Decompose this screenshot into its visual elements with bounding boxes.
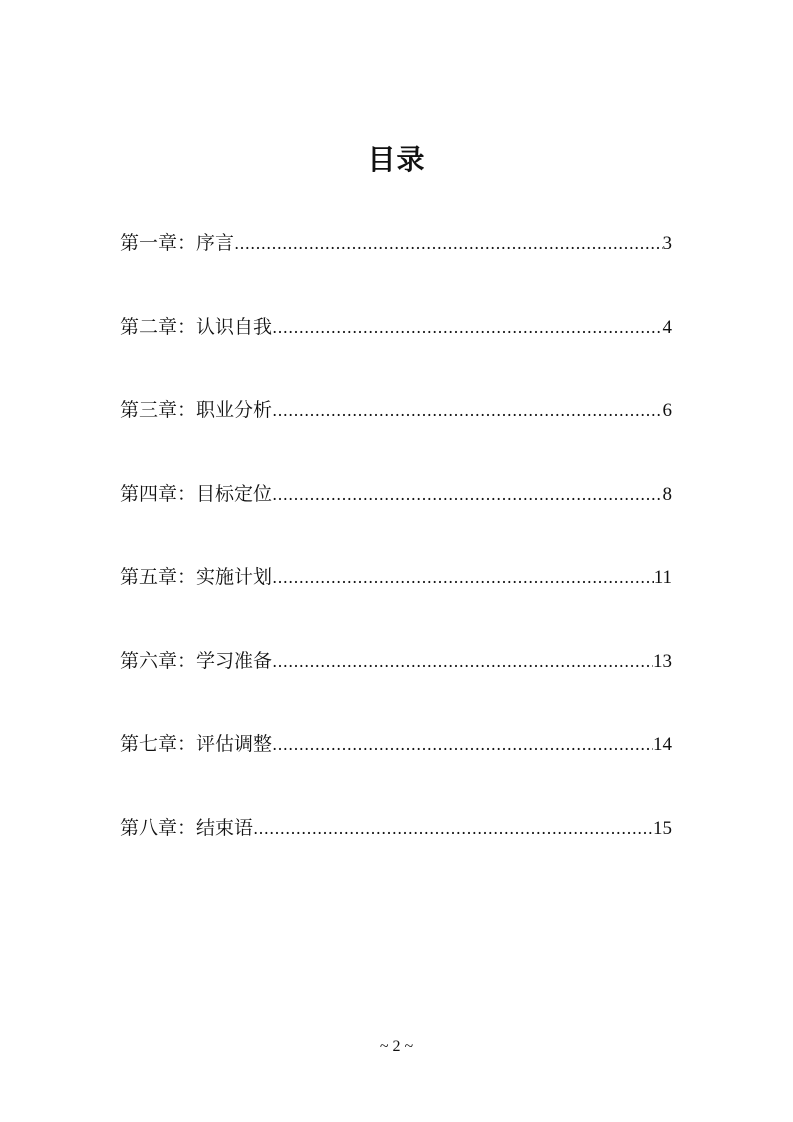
toc-page-number: 14 <box>653 734 672 755</box>
toc-page-number: 6 <box>662 400 672 421</box>
toc-page-number: 11 <box>653 567 672 588</box>
toc-page-number: 15 <box>653 817 672 839</box>
toc-entry[interactable] <box>120 644 672 678</box>
toc-entry[interactable] <box>120 310 672 344</box>
toc-page-number: 13 <box>653 650 672 672</box>
toc-dot-leader <box>272 561 654 595</box>
toc-entry-label: 第二章：认识自我 <box>120 315 273 338</box>
toc-entry-label: 第六章：学习准备 <box>120 649 273 672</box>
toc-page-number: 3 <box>662 233 672 254</box>
toc-entry-label: 第四章：目标定位 <box>120 482 273 505</box>
toc-entry[interactable] <box>120 727 672 761</box>
toc-entry[interactable] <box>120 393 672 427</box>
toc-entry[interactable] <box>120 477 672 511</box>
page-title: 目录 <box>367 143 426 176</box>
toc-entry[interactable] <box>120 560 672 594</box>
toc-entry[interactable] <box>120 226 672 260</box>
toc-dot-leader <box>272 728 653 762</box>
toc-dot-leader <box>253 812 653 846</box>
toc-entry-label: 第五章：实施计划 <box>120 566 273 588</box>
table-of-contents <box>120 226 672 894</box>
toc-page-number: 8 <box>662 483 672 505</box>
toc-dot-leader <box>272 311 662 345</box>
page-number-footer: ~ 2 ~ <box>379 1038 414 1055</box>
toc-entry-label: 第三章：职业分析 <box>120 399 273 421</box>
toc-entry-label: 第八章：结束语 <box>120 816 254 839</box>
toc-entry-label: 第一章：序言 <box>120 232 235 254</box>
toc-dot-leader <box>234 227 662 261</box>
toc-entry[interactable] <box>120 811 672 845</box>
toc-dot-leader <box>272 478 662 512</box>
toc-page-number: 4 <box>662 316 672 338</box>
toc-dot-leader <box>272 645 653 679</box>
toc-entry-label: 第七章：评估调整 <box>120 733 273 755</box>
toc-dot-leader <box>272 394 662 428</box>
